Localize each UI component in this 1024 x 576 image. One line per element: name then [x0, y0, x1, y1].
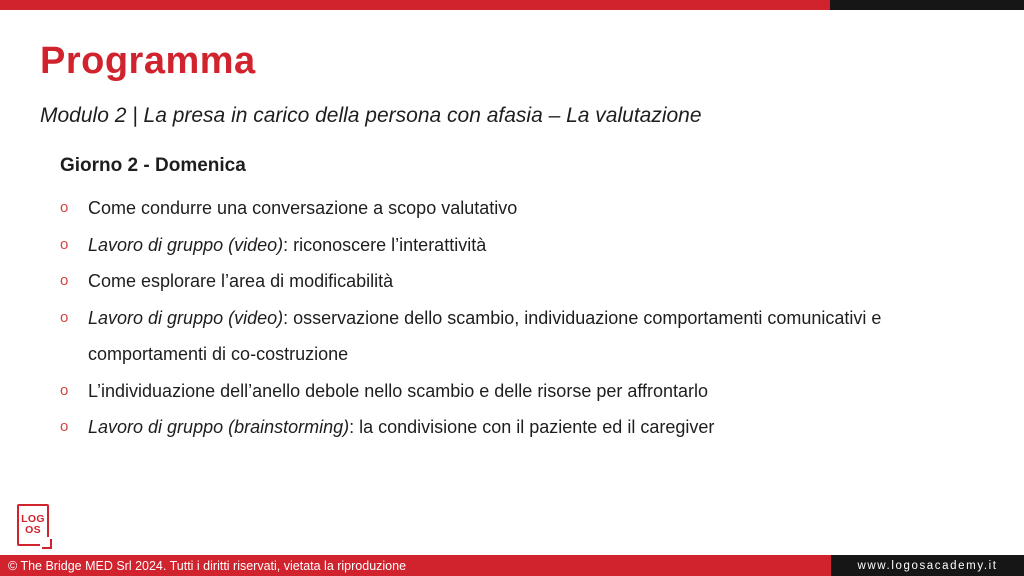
logos-logo: [17, 504, 49, 546]
slide-subtitle: Modulo 2 | La presa in carico della persona con afasia – La valutazione: [40, 104, 702, 127]
bullet-item: [60, 190, 965, 227]
top-bar-red-segment: [0, 0, 830, 10]
website-link[interactable]: www.logosacademy.it: [857, 559, 998, 572]
bullet-marker: o: [60, 381, 69, 399]
footer-bar: [0, 555, 1024, 576]
footer-copyright-segment: [0, 555, 831, 576]
bullet-list: [60, 190, 965, 446]
bullet-item: [60, 263, 965, 300]
logo-corner-notch: [42, 539, 52, 549]
bullet-marker: o: [60, 418, 69, 435]
bullet-marker: o: [60, 235, 69, 253]
bullet-marker: o: [60, 272, 69, 289]
bullet-marker: o: [60, 199, 69, 216]
bullet-item: [60, 373, 965, 410]
bullet-text: Lavoro di gruppo (brainstorming): la condivisione con il paziente ed il caregiver: [88, 417, 715, 437]
bullet-item: [60, 409, 965, 446]
slide-title: Programma: [40, 40, 256, 82]
content-area: [60, 155, 965, 446]
logo-text-line1: LOG: [21, 513, 45, 525]
bullet-text: L’individuazione dell’anello debole nello scambio e delle risorse per affrontarlo: [88, 380, 709, 401]
bullet-item: [60, 227, 965, 264]
bullet-text: Come condurre una conversazione a scopo valutativo: [88, 198, 518, 218]
day-heading: Giorno 2 - Domenica: [60, 155, 246, 176]
copyright-text: © The Bridge MED Srl 2024. Tutti i diritti riservati, vietata la riproduzione: [8, 558, 407, 573]
bullet-text: Lavoro di gruppo (video): osservazione dello scambio, individuazione comportamenti comunicativi e comportamenti di co-costruzione: [88, 307, 882, 364]
bullet-item: [60, 300, 965, 373]
bullet-text: Lavoro di gruppo (video): riconoscere l’interattività: [88, 234, 487, 255]
top-bar-black-segment: [830, 0, 1024, 10]
top-accent-bar: [0, 0, 1024, 10]
logo-text-line2: OS: [25, 524, 41, 536]
bullet-marker: o: [60, 308, 69, 326]
bullet-text: Come esplorare l’area di modificabilità: [88, 271, 394, 291]
footer-website-segment: [831, 555, 1024, 576]
